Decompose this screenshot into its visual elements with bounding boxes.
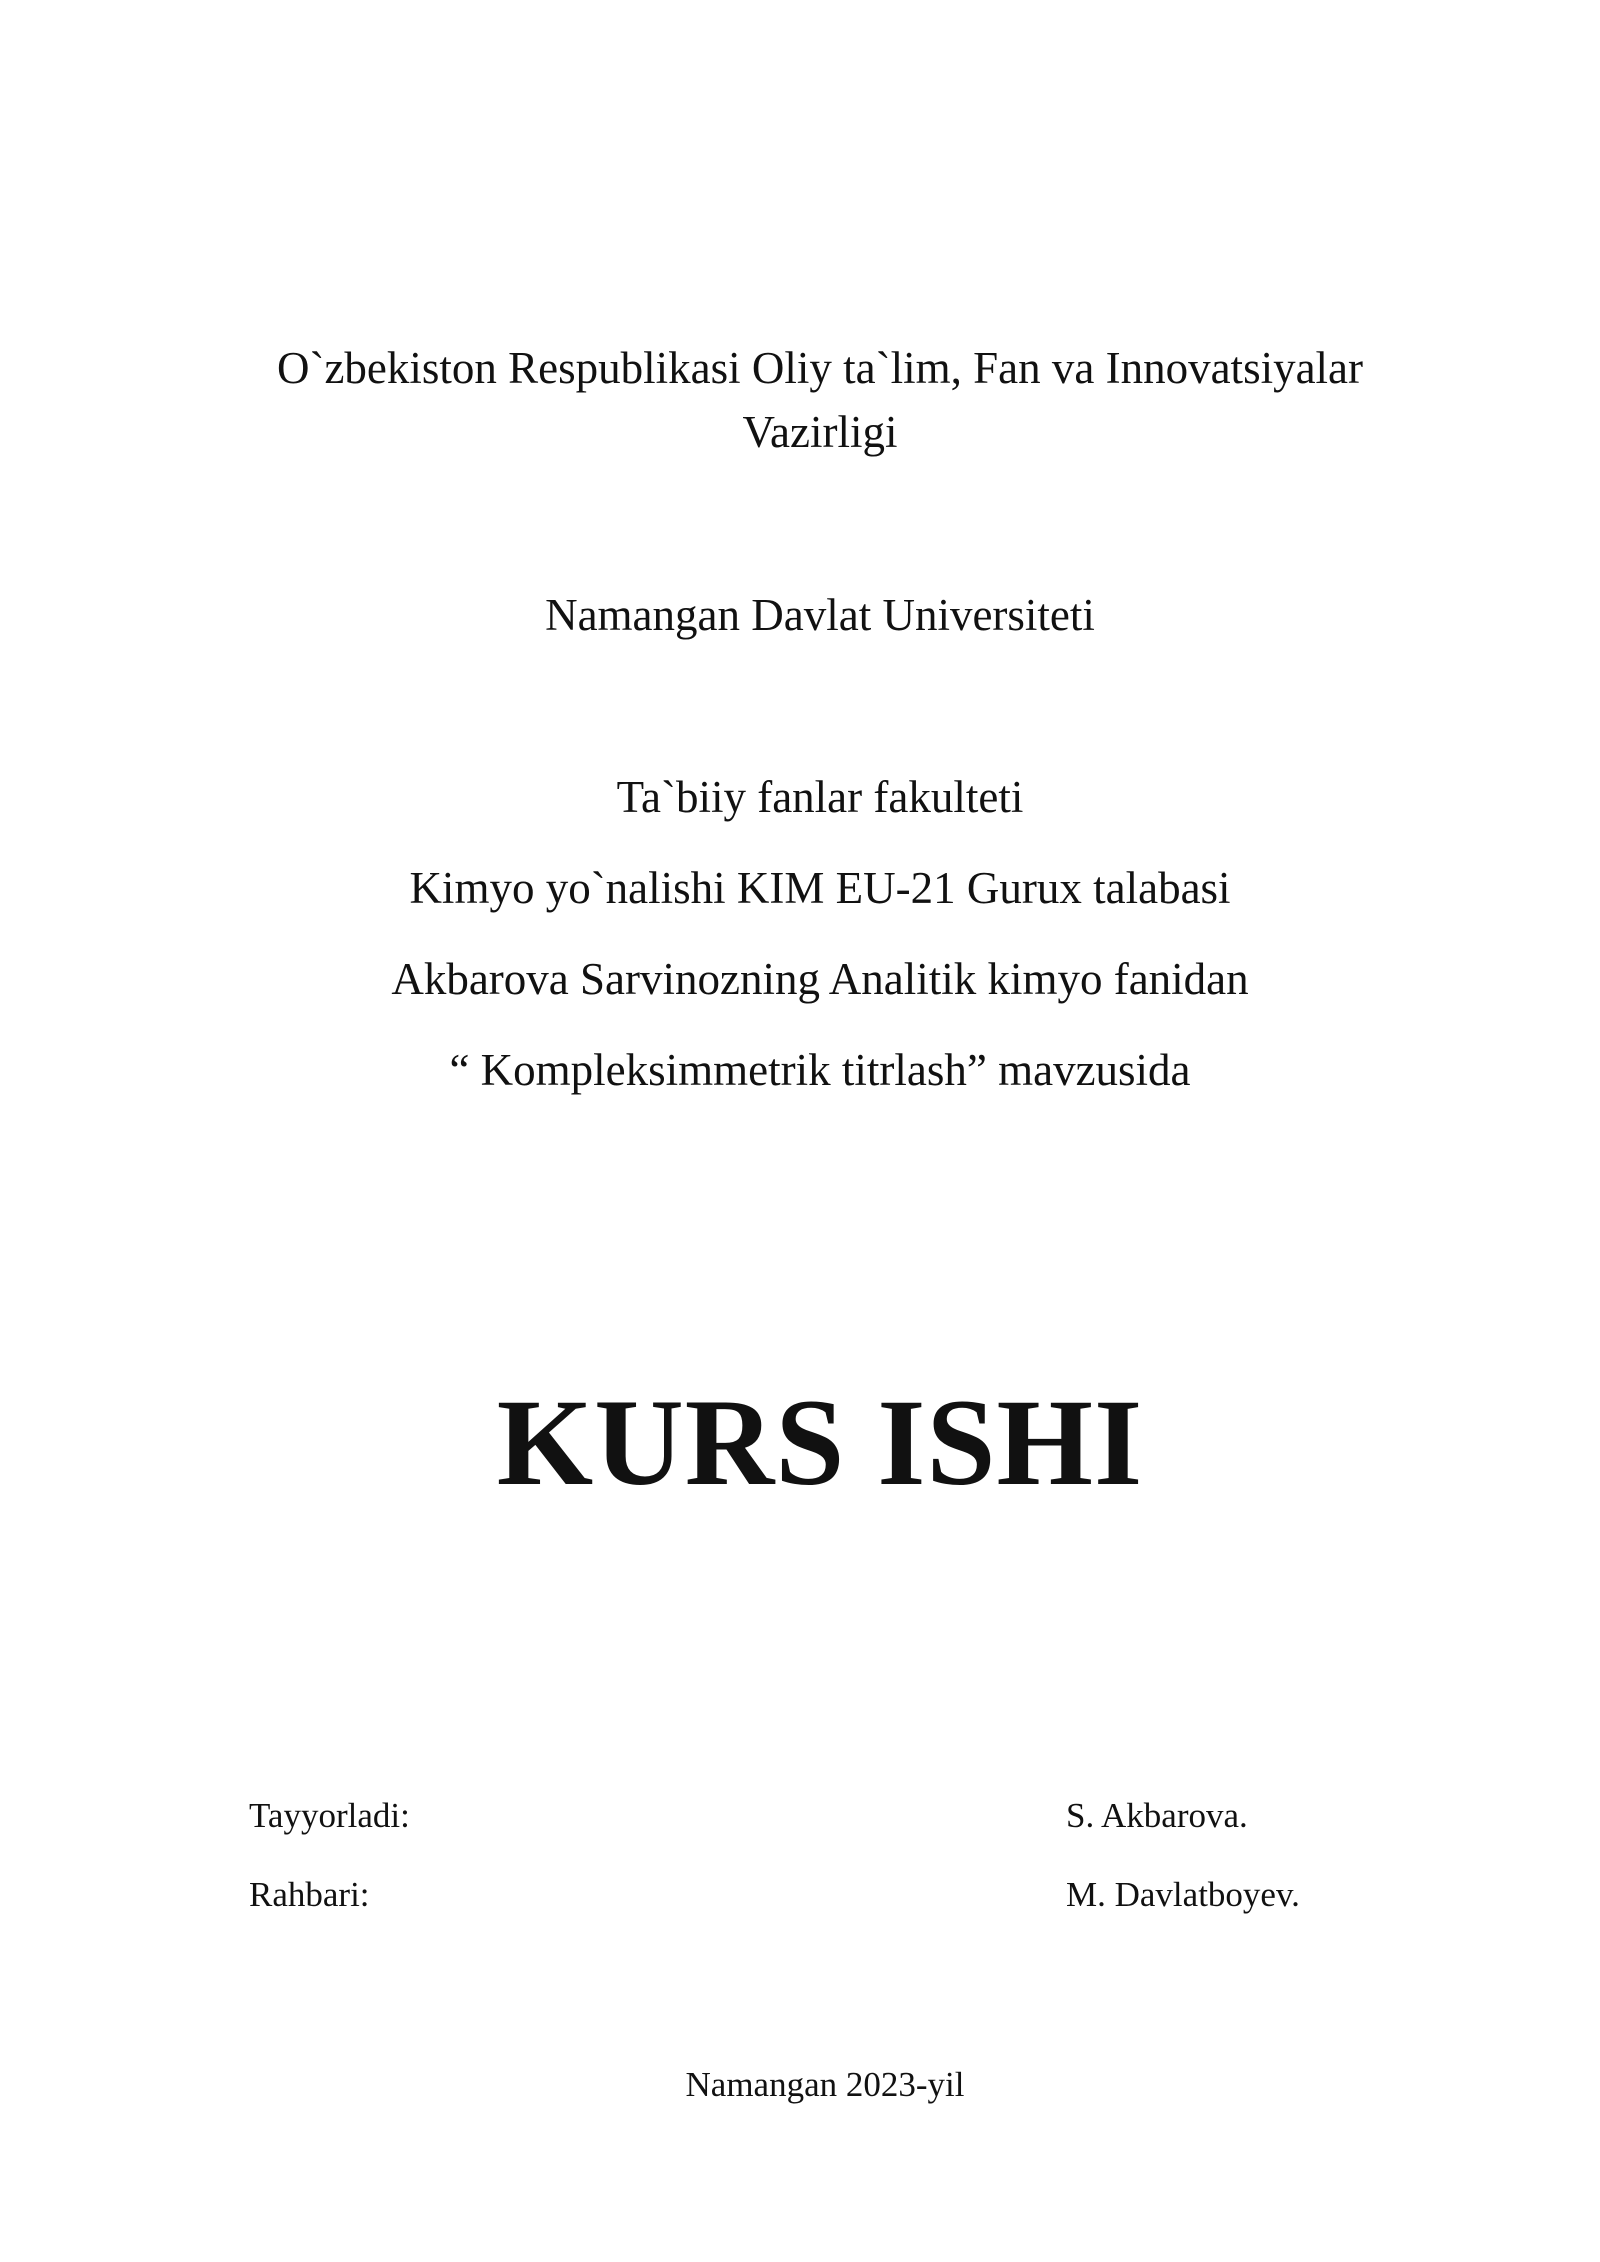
place-and-year: Namangan 2023-yil xyxy=(685,2065,965,2104)
prepared-by-label: Tayyorladi: xyxy=(249,1796,410,1835)
ministry-line-1: O`zbekiston Respublikasi Oliy ta`lim, Fan va Innovatsiyalar xyxy=(276,343,1364,393)
topic-line: “ Kompleksimmetrik titrlash” mavzusida xyxy=(449,1045,1191,1095)
document-title: KURS ISHI xyxy=(496,1374,1144,1511)
prepared-by-name: S. Akbarova. xyxy=(1066,1796,1248,1835)
ministry-line-2: Vazirligi xyxy=(742,407,898,457)
group-info: Kimyo yo`nalishi KIM EU-21 Gurux talabasi xyxy=(409,863,1231,913)
student-info: Akbarova Sarvinozning Analitik kimyo fanidan xyxy=(391,954,1249,1004)
supervisor-name: M. Davlatboyev. xyxy=(1066,1875,1300,1914)
supervisor-label: Rahbari: xyxy=(249,1875,370,1914)
faculty-name: Ta`biiy fanlar fakulteti xyxy=(616,772,1024,822)
university-name: Namangan Davlat Universiteti xyxy=(545,590,1095,640)
